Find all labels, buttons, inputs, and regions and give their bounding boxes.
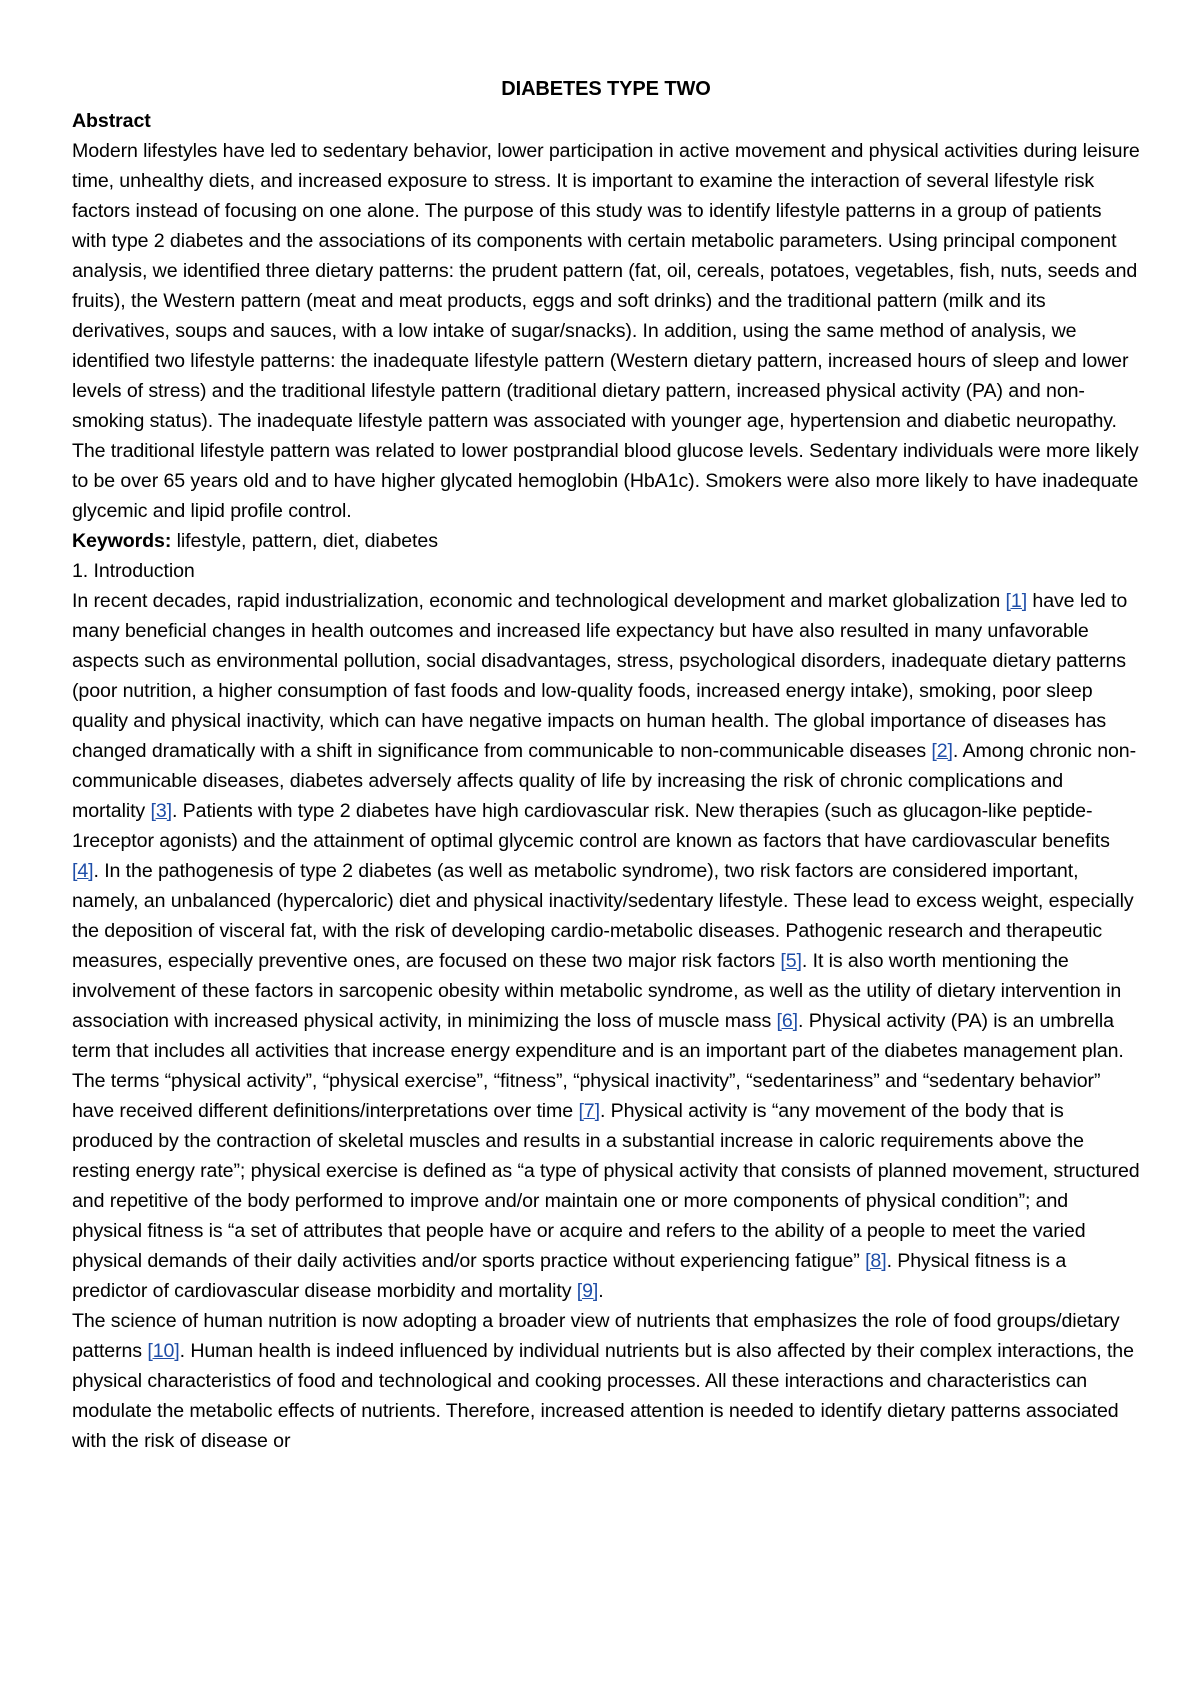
- intro-text-10: .: [598, 1280, 604, 1302]
- nutrition-text-1: The science of human nutrition is now adopting a broader view of nutrients that emphasizes the role of food groups/dietary patterns: [72, 1310, 1120, 1362]
- keywords-line: [72, 526, 1140, 556]
- intro-text-7: . Physical activity (PA) is an umbrella term that includes all activities that increase energy expenditure and is an important part of the diabetes management plan. The terms “physical activity”, “physical exercise”, “fitness”, “physical inactivity”, “sedentariness” and “sedentary behavior” have received different definitions/interpretations over time: [72, 1010, 1124, 1122]
- keywords-text: lifestyle, pattern, diet, diabetes: [171, 530, 438, 552]
- citation-link-8[interactable]: [8]: [865, 1250, 887, 1272]
- abstract-heading: Abstract: [72, 110, 151, 132]
- citation-link-3[interactable]: [3]: [150, 800, 172, 822]
- citation-link-6[interactable]: [6]: [776, 1010, 799, 1032]
- citation-link-9[interactable]: [9]: [576, 1280, 599, 1302]
- intro-heading: 1. Introduction: [72, 560, 195, 582]
- nutrition-text-2: . Human health is indeed influenced by individual nutrients but is also affected by their complex interactions, the physical characteristics of food and technological and cooking processes. All these interactions and characteristics can modulate the metabolic effects of nutrients. Therefore, increased attention is needed to identify dietary patterns associated with the risk of disease or: [72, 1340, 1134, 1452]
- citation-link-2[interactable]: [2]: [931, 740, 953, 762]
- intro-text-5: . In the pathogenesis of type 2 diabetes (as well as metabolic syndrome), two risk factors are considered important, namely, an unbalanced (hypercaloric) diet and physical inactivity/sedentary lifestyle. These lead to excess weight, especially the deposition of visceral fat, with the risk of developing cardio-metabolic diseases. Pathogenic research and therapeutic measures, especially preventive ones, are focused on these two major risk factors: [72, 860, 1134, 972]
- intro-paragraph: [72, 586, 1140, 1306]
- citation-link-4[interactable]: [4]: [72, 860, 94, 882]
- citation-link-7[interactable]: [7]: [578, 1100, 600, 1122]
- intro-text-2: have led to many beneficial changes in health outcomes and increased life expectancy but have also resulted in many unfavorable aspects such as environmental pollution, social disadvantages, stress, psychological disorders, inadequate dietary patterns (poor nutrition, a higher consumption of fast foods and low-quality foods, increased energy intake), smoking, poor sleep quality and physical inactivity, which can have negative impacts on human health. The global importance of diseases has changed dramatically with a shift in significance from communicable to non-communicable diseases: [72, 590, 1128, 762]
- citation-link-5[interactable]: [5]: [780, 950, 802, 972]
- citation-link-1[interactable]: [1]: [1005, 590, 1028, 612]
- document-title: DIABETES TYPE TWO: [501, 78, 711, 100]
- intro-text-1: In recent decades, rapid industrialization, economic and technological development and market globalization: [72, 590, 1006, 612]
- intro-text-4: . Patients with type 2 diabetes have high cardiovascular risk. New therapies (such as glucagon-like peptide-1receptor agonists) and the attainment of optimal glycemic control are known as factors that have cardiovascular benefits: [72, 800, 1110, 852]
- citation-link-10[interactable]: [10]: [147, 1340, 180, 1362]
- intro-text-9: . Physical fitness is a predictor of cardiovascular disease morbidity and mortality: [72, 1250, 1067, 1302]
- intro-text-8: . Physical activity is “any movement of the body that is produced by the contraction of skeletal muscles and results in a substantial increase in caloric requirements above the resting energy rate”; physical exercise is defined as “a type of physical activity that consists of planned movement, structured and repetitive of the body performed to improve and/or maintain one or more components of physical condition”; and physical fitness is “a set of attributes that people have or acquire and refers to the ability of a people to meet the varied physical demands of their daily activities and/or sports practice without experiencing fatigue”: [72, 1100, 1140, 1272]
- abstract-text: Modern lifestyles have led to sedentary behavior, lower participation in active movement and physical activities during leisure time, unhealthy diets, and increased exposure to stress. It is important to examine the interaction of several lifestyle risk factors instead of focusing on one alone. The purpose of this study was to identify lifestyle patterns in a group of patients with type 2 diabetes and the associations of its components with certain metabolic parameters. Using principal component analysis, we identified three dietary patterns: the prudent pattern (fat, oil, cereals, potatoes, vegetables, fish, nuts, seeds and fruits), the Western pattern (meat and meat products, eggs and soft drinks) and the traditional pattern (milk and its derivatives, soups and sauces, with a low intake of sugar/snacks). In addition, using the same method of analysis, we identified two lifestyle patterns: the inadequate lifestyle pattern (Western dietary pattern, increased hours of sleep and lower levels of stress) and the traditional lifestyle pattern (traditional dietary pattern, increased physical activity (PA) and non-smoking status). The inadequate lifestyle pattern was associated with younger age, hypertension and diabetic neuropathy. The traditional lifestyle pattern was related to lower postprandial blood glucose levels. Sedentary individuals were more likely to be over 65 years old and to have higher glycated hemoglobin (HbA1c). Smokers were also more likely to have inadequate glycemic and lipid profile control.: [72, 140, 1140, 522]
- nutrition-paragraph: [72, 1306, 1140, 1456]
- intro-text-6: . It is also worth mentioning the involvement of these factors in sarcopenic obesity within metabolic syndrome, as well as the utility of dietary intervention in association with increased physical activity, in minimizing the loss of muscle mass: [72, 950, 1122, 1032]
- intro-text-3: . Among chronic non-communicable diseases, diabetes adversely affects quality of life by increasing the risk of chronic complications and mortality: [72, 740, 1137, 822]
- keywords-label: Keywords:: [72, 530, 172, 552]
